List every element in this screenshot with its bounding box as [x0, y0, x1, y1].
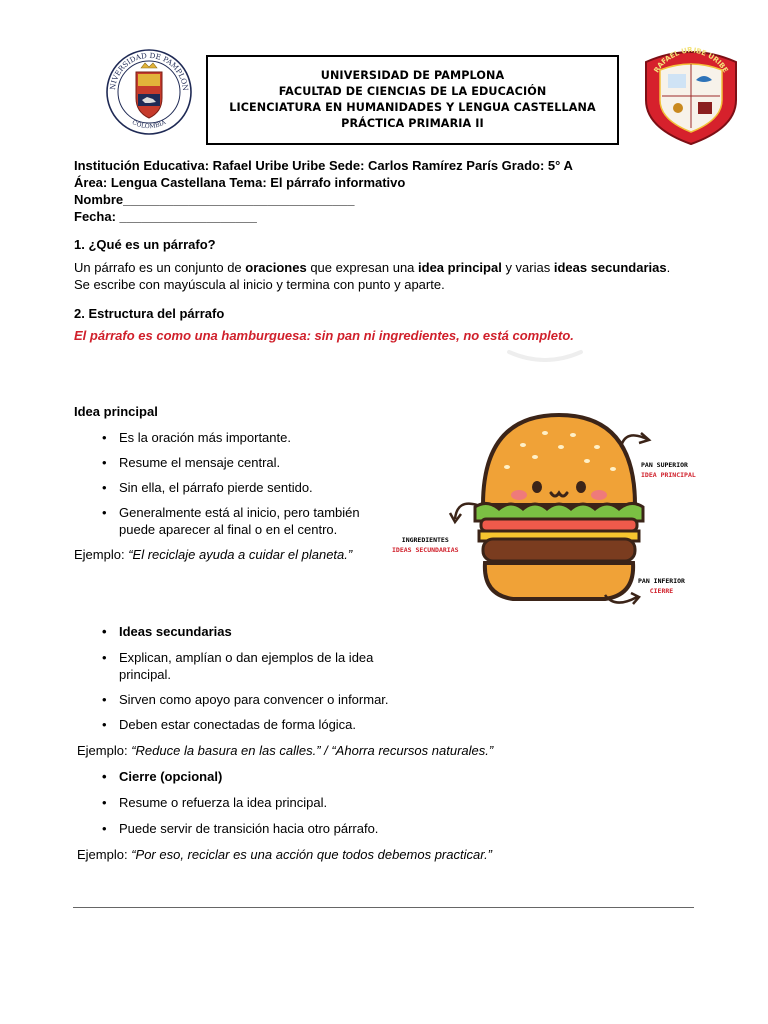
- section-2-heading: 2. Estructura del párrafo: [74, 306, 225, 321]
- crest-text: RAFAEL URIBE URIBE: [652, 45, 730, 75]
- cierre-heading: • Cierre (opcional): [74, 768, 414, 785]
- school-crest-logo: [638, 40, 744, 146]
- cierre-example: [77, 846, 492, 863]
- seal-top-text: NIVERSIDAD DE PAMPLON: [107, 50, 191, 92]
- ideas-secundarias-heading-list: [74, 623, 414, 640]
- label-pan-inferior: PAN INFERIOR: [638, 577, 685, 585]
- example-label: Ejemplo:: [77, 743, 132, 758]
- school-crest-shield-icon: [638, 40, 744, 146]
- text-run-bold: ideas secundarias: [553, 260, 667, 275]
- list-item: • Generalmente está al inicio, pero también puede aparecer al final o en el centro.: [74, 504, 384, 538]
- seal-bottom-text: COLOMBIA: [130, 119, 168, 131]
- example-label: Ejemplo:: [74, 547, 129, 562]
- text-run: Un párrafo es un conjunto de: [74, 260, 246, 275]
- label-pan-superior: PAN SUPERIOR: [641, 461, 688, 469]
- text-run-bold: oraciones: [245, 260, 307, 275]
- university-seal-logo: [105, 42, 193, 144]
- label-ideas-secundarias: IDEAS SECUNDARIAS: [392, 546, 459, 554]
- university-seal-icon: [105, 42, 193, 144]
- list-item: • Puede servir de transición hacia otro párrafo.: [74, 820, 474, 837]
- list-item: • Es la oración más importante.: [74, 429, 384, 446]
- list-item: • Resume el mensaje central.: [74, 454, 384, 471]
- ideas-secundarias-example: [77, 742, 493, 759]
- info-area-line: Área: Lengua Castellana Tema: El párrafo informativo: [74, 175, 406, 190]
- idea-principal-heading: Idea principal: [74, 404, 158, 419]
- idea-principal-list: [74, 429, 384, 538]
- section-2-tagline: El párrafo es como una hamburguesa: sin pan ni ingredientes, no está completo.: [74, 328, 574, 343]
- divider: [73, 907, 694, 908]
- header-program: LICENCIATURA EN HUMANIDADES Y LENGUA CASTELLANA: [229, 101, 596, 114]
- info-name-line: Nombre________________________________: [74, 192, 355, 207]
- header-faculty: FACULTAD DE CIENCIAS DE LA EDUCACIÓN: [278, 85, 547, 98]
- section-1-paragraph: [74, 259, 714, 276]
- header-university: UNIVERSIDAD DE PAMPLONA: [320, 69, 505, 82]
- burger-label-bottom: [638, 576, 685, 596]
- label-cierre: CIERRE: [649, 587, 674, 595]
- example-text: “Reduce la basura en las calles.” / “Ahorra recursos naturales.”: [131, 743, 494, 758]
- section-1-paragraph-2: Se escribe con mayúscula al inicio y termina con punto y aparte.: [74, 277, 445, 292]
- ideas-secundarias-heading: • Ideas secundarias: [74, 623, 414, 640]
- info-institution-line: Institución Educativa: Rafael Uribe Uribe Sede: Carlos Ramírez París Grado: 5° A: [74, 158, 573, 173]
- text-run: que expresan una: [306, 260, 419, 275]
- section-1-heading: 1. ¿Qué es un párrafo?: [74, 237, 216, 252]
- example-label: Ejemplo:: [77, 847, 132, 862]
- label-ingredientes: INGREDIENTES: [401, 536, 449, 544]
- example-text: “El reciclaje ayuda a cuidar el planeta.”: [128, 547, 353, 562]
- label-idea-principal: IDEA PRINCIPAL: [641, 471, 696, 479]
- image-fragment: [505, 346, 585, 364]
- list-item: • Sin ella, el párrafo pierde sentido.: [74, 479, 384, 496]
- example-text: “Por eso, reciclar es una acción que todos debemos practicar.”: [131, 847, 493, 862]
- text-run: y varias: [501, 260, 554, 275]
- cierre-heading-list: [74, 768, 414, 785]
- list-item: • Resume o refuerza la idea principal.: [74, 794, 474, 811]
- idea-principal-example: [74, 546, 352, 563]
- list-item: • Explican, amplían o dan ejemplos de la idea principal.: [74, 649, 414, 683]
- info-date-line: Fecha: ___________________: [74, 209, 257, 224]
- ideas-secundarias-list: [74, 649, 414, 733]
- burger-label-middle: [392, 535, 459, 555]
- list-item: • Sirven como apoyo para convencer o informar.: [74, 691, 414, 708]
- header-title-box: [206, 55, 619, 145]
- text-run: .: [666, 260, 671, 275]
- header-course: PRÁCTICA PRIMARIA II: [341, 117, 484, 130]
- burger-label-top: [641, 460, 696, 480]
- list-item: • Deben estar conectadas de forma lógica.: [74, 716, 414, 733]
- text-run-bold: idea principal: [418, 260, 502, 275]
- cierre-list: [74, 794, 474, 837]
